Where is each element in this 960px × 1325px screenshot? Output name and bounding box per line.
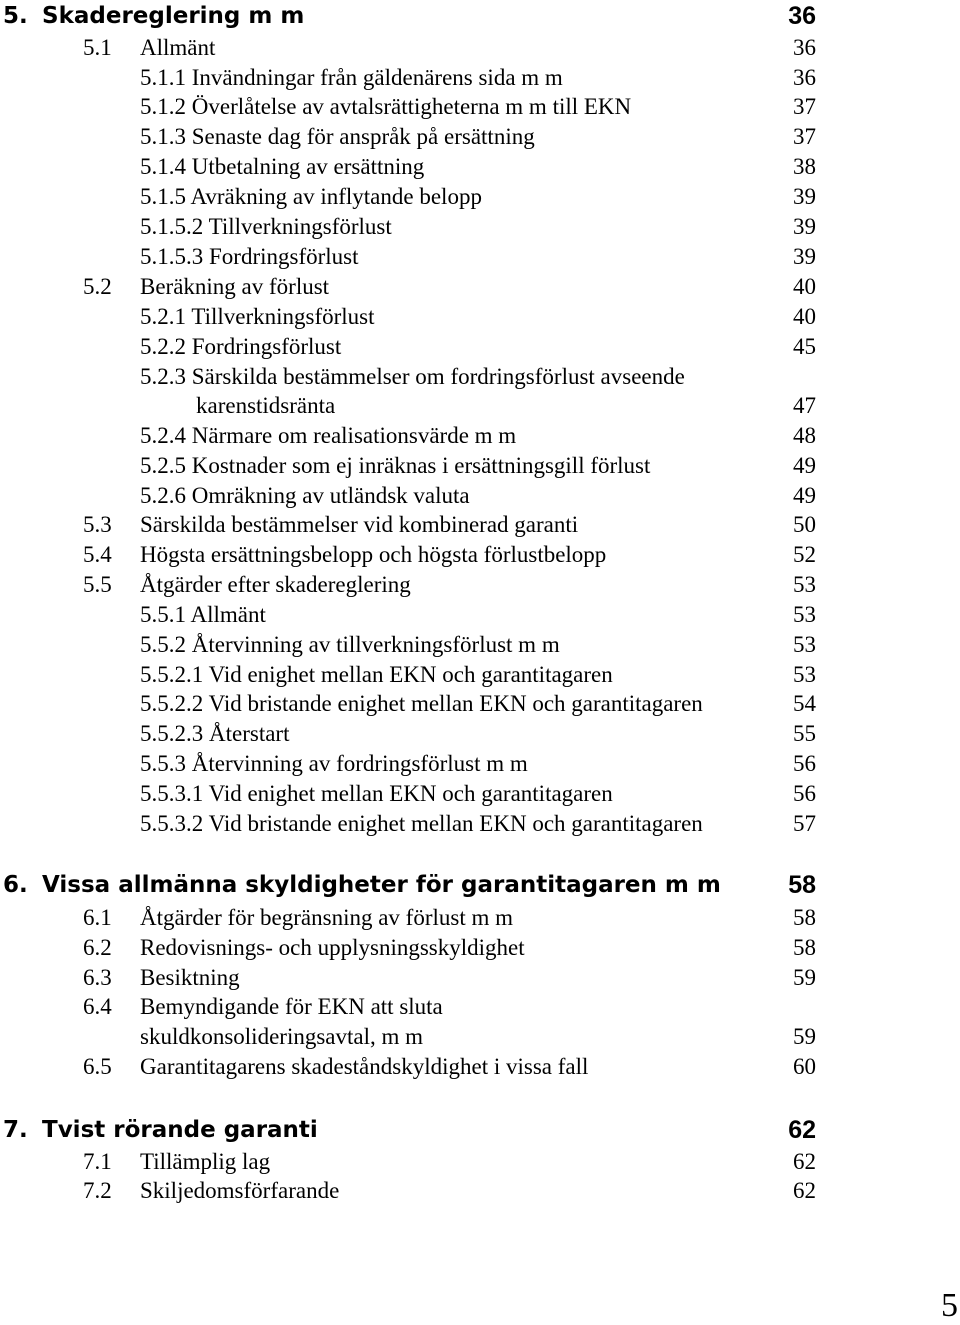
toc-page: 56 xyxy=(793,781,816,806)
toc-subsection xyxy=(0,122,960,152)
toc-section xyxy=(0,1147,960,1177)
toc-subsection xyxy=(0,689,960,719)
toc-title: 5.1.3 Senaste dag för anspråk på ersättning xyxy=(140,124,535,149)
toc-title: 5.1.5 Avräkning av inflytande belopp xyxy=(140,184,482,209)
toc-page: 48 xyxy=(793,423,816,448)
toc-subsection xyxy=(0,362,960,392)
toc-page: 37 xyxy=(793,124,816,149)
toc-number: 5.1 xyxy=(83,35,112,60)
toc-subsection-continued xyxy=(0,391,960,421)
toc-title: 5.1.1 Invändningar från gäldenärens sida m m xyxy=(140,65,563,90)
toc-page: 53 xyxy=(793,602,816,627)
toc-subsection xyxy=(0,630,960,660)
toc-subsection xyxy=(0,302,960,332)
toc-page: 53 xyxy=(793,632,816,657)
toc-page: 58 xyxy=(793,905,816,930)
toc-section xyxy=(0,540,960,570)
toc-subsection xyxy=(0,660,960,690)
toc-section-continued xyxy=(0,1022,960,1052)
toc-page: 56 xyxy=(793,751,816,776)
toc-number: 7. xyxy=(3,1117,28,1143)
toc-section xyxy=(0,570,960,600)
toc-page: 39 xyxy=(793,244,816,269)
toc-subsection xyxy=(0,719,960,749)
toc-page: 40 xyxy=(793,274,816,299)
toc-page: 58 xyxy=(788,871,816,899)
toc-title: 5.2.2 Fordringsförlust xyxy=(140,334,342,359)
toc-subsection xyxy=(0,92,960,122)
toc-title: 5.1.5.3 Fordringsförlust xyxy=(140,244,359,269)
toc-title: Redovisnings- och upplysningsskyldighet xyxy=(140,935,525,960)
toc-page: 36 xyxy=(793,35,816,60)
toc-title: Garantitagarens skadeståndskyldighet i vissa fall xyxy=(140,1054,589,1079)
toc-title: 5.1.5.2 Tillverkningsförlust xyxy=(140,214,392,239)
toc-number: 7.1 xyxy=(83,1149,112,1174)
toc-number: 6.2 xyxy=(83,935,112,960)
toc-section xyxy=(0,1176,960,1206)
toc-page: 57 xyxy=(793,811,816,836)
toc-title: 5.5.3.2 Vid bristande enighet mellan EKN och garantitagaren xyxy=(140,811,703,836)
toc-chapter-6 xyxy=(0,870,960,900)
toc-page: 58 xyxy=(793,935,816,960)
toc-number: 6. xyxy=(3,872,28,898)
toc-subsection xyxy=(0,182,960,212)
toc-title: 5.5.2.3 Återstart xyxy=(140,721,290,746)
toc-section xyxy=(0,510,960,540)
toc-section xyxy=(0,1052,960,1082)
toc-number: 5.5 xyxy=(83,572,112,597)
toc-title: 5.1.4 Utbetalning av ersättning xyxy=(140,154,425,179)
toc-title: Allmänt xyxy=(140,35,216,60)
toc-subsection xyxy=(0,481,960,511)
toc-subsection xyxy=(0,809,960,839)
toc-section xyxy=(0,272,960,302)
toc-section xyxy=(0,903,960,933)
toc-title: Beräkning av förlust xyxy=(140,274,330,299)
toc-title: Åtgärder efter skadereglering xyxy=(140,572,411,597)
toc-page: 39 xyxy=(793,214,816,239)
toc-section xyxy=(0,933,960,963)
toc-number: 7.2 xyxy=(83,1178,112,1203)
toc-page: 49 xyxy=(793,453,816,478)
toc-number: 5. xyxy=(3,3,28,29)
toc-subsection xyxy=(0,451,960,481)
toc-title: 5.5.3.1 Vid enighet mellan EKN och garantitagaren xyxy=(140,781,613,806)
toc-subsection xyxy=(0,242,960,272)
toc-title: Skiljedomsförfarande xyxy=(140,1178,340,1203)
toc-page: 39 xyxy=(793,184,816,209)
toc-title: Skadereglering m m xyxy=(42,3,305,29)
toc-title: 5.2.4 Närmare om realisationsvärde m m xyxy=(140,423,517,448)
toc-subsection xyxy=(0,212,960,242)
toc-page: 55 xyxy=(793,721,816,746)
toc-number: 6.4 xyxy=(83,994,112,1019)
toc-subsection xyxy=(0,332,960,362)
toc-number: 6.1 xyxy=(83,905,112,930)
toc-page: 36 xyxy=(793,65,816,90)
toc-number: 5.4 xyxy=(83,542,112,567)
toc-title: Vissa allmänna skyldigheter för garantitagaren m m xyxy=(42,872,721,898)
toc-title: 5.5.2.2 Vid bristande enighet mellan EKN och garantitagaren xyxy=(140,691,703,716)
toc-page: 62 xyxy=(793,1149,816,1174)
toc-subsection xyxy=(0,749,960,779)
toc-page: 53 xyxy=(793,572,816,597)
toc-page: 40 xyxy=(793,304,816,329)
toc-page: 52 xyxy=(793,542,816,567)
toc-title: 5.5.1 Allmänt xyxy=(140,602,266,627)
toc-title: Tvist rörande garanti xyxy=(42,1117,318,1143)
toc-page: 47 xyxy=(793,393,816,418)
toc-subsection xyxy=(0,152,960,182)
toc-page: 45 xyxy=(793,334,816,359)
toc-title: Högsta ersättningsbelopp och högsta förlustbelopp xyxy=(140,542,607,567)
toc-chapter-7 xyxy=(0,1115,960,1145)
toc-title: skuldkonsolideringsavtal, m m xyxy=(140,1024,424,1049)
toc-subsection xyxy=(0,779,960,809)
toc-page: 59 xyxy=(793,965,816,990)
toc-page: 37 xyxy=(793,94,816,119)
toc-title: Särskilda bestämmelser vid kombinerad garanti xyxy=(140,512,579,537)
toc-section xyxy=(0,963,960,993)
toc-page: 49 xyxy=(793,483,816,508)
toc-title: Åtgärder för begränsning av förlust m m xyxy=(140,905,514,930)
toc-number: 6.3 xyxy=(83,965,112,990)
toc-subsection xyxy=(0,421,960,451)
toc-title: 5.2.5 Kostnader som ej inräknas i ersättningsgill förlust xyxy=(140,453,651,478)
page-number: 5 xyxy=(941,1287,958,1324)
toc-page: 53 xyxy=(793,662,816,687)
toc-subsection xyxy=(0,600,960,630)
toc-page: 36 xyxy=(788,2,816,30)
toc-chapter-5 xyxy=(0,1,960,31)
toc-number: 5.3 xyxy=(83,512,112,537)
toc-page: 50 xyxy=(793,512,816,537)
toc-title: Bemyndigande för EKN att sluta xyxy=(140,994,443,1019)
toc-page: 59 xyxy=(793,1024,816,1049)
toc-number: 5.2 xyxy=(83,274,112,299)
toc-page: 54 xyxy=(793,691,816,716)
toc-subsection xyxy=(0,63,960,93)
toc-page: 60 xyxy=(793,1054,816,1079)
toc-page: 62 xyxy=(788,1116,816,1144)
toc-section xyxy=(0,33,960,63)
toc-page: 38 xyxy=(793,154,816,179)
toc-title: 5.5.3 Återvinning av fordringsförlust m m xyxy=(140,751,528,776)
toc-page: 62 xyxy=(793,1178,816,1203)
toc-title: 5.2.1 Tillverkningsförlust xyxy=(140,304,375,329)
toc-section xyxy=(0,992,960,1022)
toc-title: 5.2.3 Särskilda bestämmelser om fordringsförlust avseende xyxy=(140,364,685,389)
toc-number: 6.5 xyxy=(83,1054,112,1079)
toc-title: Besiktning xyxy=(140,965,240,990)
toc-title: 5.5.2 Återvinning av tillverkningsförlust m m xyxy=(140,632,560,657)
toc-title: Tillämplig lag xyxy=(140,1149,271,1174)
toc-title: 5.5.2.1 Vid enighet mellan EKN och garantitagaren xyxy=(140,662,613,687)
toc-title: 5.2.6 Omräkning av utländsk valuta xyxy=(140,483,470,508)
toc-title: 5.1.2 Överlåtelse av avtalsrättigheterna m m till EKN xyxy=(140,94,632,119)
toc-title: karenstidsränta xyxy=(196,393,336,418)
